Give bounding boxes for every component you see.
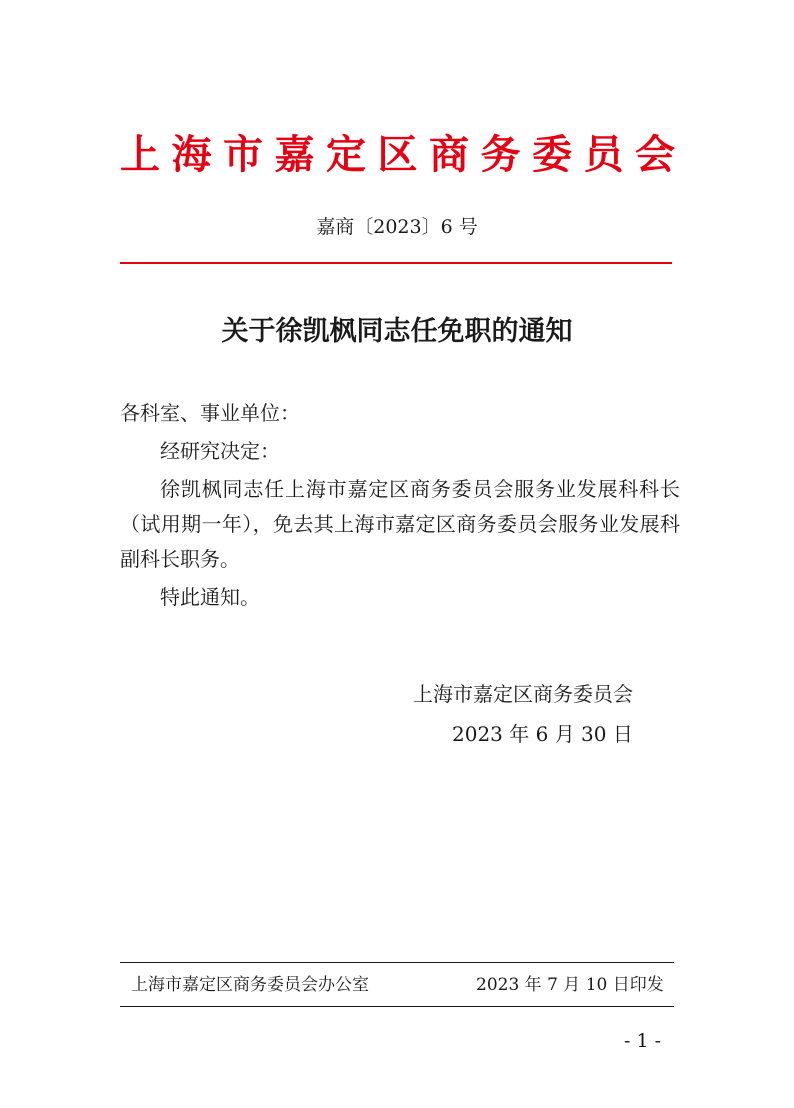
footer-bottom-line	[120, 1006, 674, 1007]
decision-intro: 经研究决定：	[160, 439, 280, 463]
addressee: 各科室、事业单位：	[120, 401, 300, 425]
org-header-char: 会	[635, 131, 675, 178]
signature-date: 2023 年 6 月 30 日	[452, 722, 633, 746]
footer-top-line	[120, 962, 674, 963]
org-header-char: 商	[429, 131, 469, 178]
red-separator-line	[120, 262, 672, 264]
appointment-paragraph: 徐凯枫同志任上海市嘉定区商务委员会服务业发展科科长（试用期一年），免去其上海市嘉定区商务委员会服务业发展科副科长职务。	[120, 477, 680, 571]
page-number: - 1 -	[624, 1030, 662, 1052]
footer-print-date: 2023 年 7 月 10 日印发	[476, 975, 664, 995]
org-header-char: 上	[120, 131, 160, 178]
org-header-char: 员	[583, 131, 624, 178]
org-header-char: 市	[223, 131, 263, 178]
closing-line: 特此通知。	[160, 585, 260, 609]
org-header-char: 嘉	[274, 131, 315, 178]
org-header-char: 定	[326, 131, 366, 178]
issuing-org-header	[120, 127, 675, 183]
signature-org: 上海市嘉定区商务委员会	[413, 682, 633, 706]
document-title: 关于徐凯枫同志任免职的通知	[221, 316, 573, 347]
document-number: 嘉商〔2023〕6 号	[316, 216, 478, 238]
org-header-char: 委	[532, 131, 572, 178]
document-body	[120, 396, 680, 618]
footer-issuing-office: 上海市嘉定区商务委员会办公室	[131, 975, 369, 995]
org-header-char: 务	[480, 131, 521, 178]
org-header-char: 海	[171, 131, 212, 178]
org-header-char: 区	[377, 131, 418, 178]
